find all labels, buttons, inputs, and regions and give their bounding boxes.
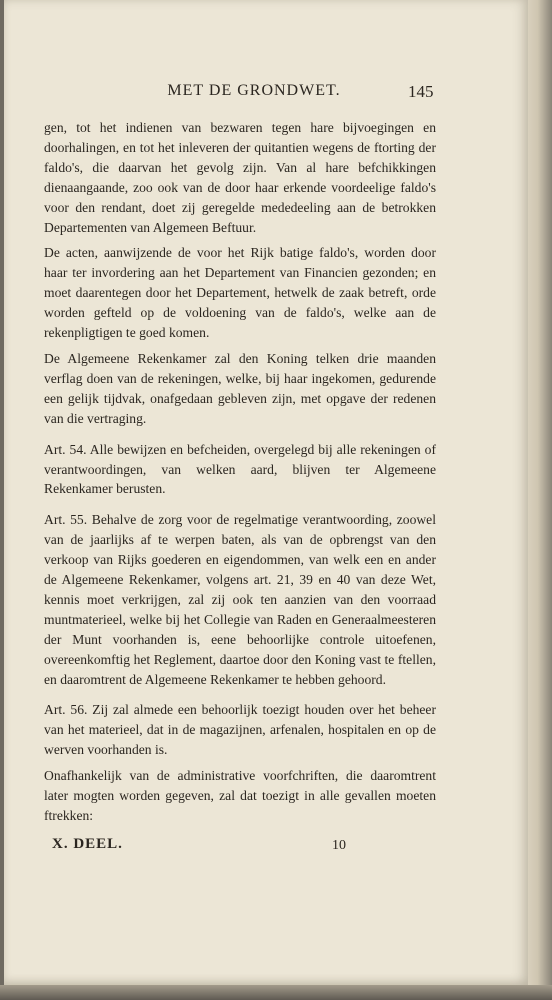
- article-56: Art. 56. Zij zal almede een behoorlijk toezigt houden over het beheer van het materieel, dat in de magazijnen, arfenalen, hospitalen en op de werven voorhanden is.: [44, 702, 436, 758]
- page-edge: [528, 0, 552, 1000]
- article-55: Art. 55. Behalve de zorg voor de regelmatige verantwoording, zoowel van de jaarlijks af te werpen baten, als van de opbrengst van den verkoop van Rijks goederen en eigendommen, van welk een en ander de Algemeene Rekenkamer, volgens art. 21, 39 en 40 van deze Wet, kennis moet verkrijgen, zal zij ook ten aanzien van den voorraad muntmaterieel, welke bij het Collegie van Raden en Generaalmeesteren der Munt voorhanden is, eene behoorlijke controle uitoefenen, overeenkomftig het Reglement, daartoe door den Koning vast te ftellen, en daaromtrent de Algemeene Rekenkamer te hebben gehoord.: [44, 512, 436, 687]
- page-shadow: [0, 985, 552, 1000]
- paragraph: De acten, aanwijzende de voor het Rijk batige faldo's, worden door haar ter invordering aan het Departement van Financien gezonden; en moet daarentegen door het Departement, hetwelk de zaak betreft, orde worden gefteld op de voldoening van de faldo's, welke aan de rekenpligtigen te goed komen.: [44, 245, 436, 341]
- page-footer: [4, 836, 528, 858]
- book-page: [4, 0, 528, 985]
- page-body: [44, 118, 436, 826]
- page-header: [4, 82, 528, 106]
- page-number: 145: [408, 82, 434, 101]
- sheet-number: 10: [332, 838, 346, 853]
- article-54: Art. 54. Alle bewijzen en befcheiden, overgelegd bij alle rekeningen of verantwoordingen, van welken aard, blijven ter Algemeene Rekenkamer berusten.: [44, 441, 436, 497]
- running-title: MET DE GRONDWET.: [167, 82, 341, 99]
- paragraph: Onafhankelijk van de administrative voorfchriften, die daaromtrent later mogten worden gegeven, zal dat toezigt in alle gevallen moeten ftrekken:: [44, 768, 436, 823]
- paragraph: De Algemeene Rekenkamer zal den Koning telken drie maanden verflag doen van de rekeningen, welke, bij haar ingekomen, gedurende een gelijk tijdvak, onafgedaan gebleven zijn, met opgave der redenen van die vertraging.: [44, 350, 436, 426]
- signature-mark: X. DEEL.: [52, 836, 123, 852]
- paragraph: gen, tot het indienen van bezwaren tegen hare bijvoegingen en doorhalingen, en tot het inleveren der quitantien wegens de ftorting der faldo's, die daarvan het gevolg zijn. Van al hare befchikkingen dienaangaande, zoo ook van de door haar erkende voordeelige faldo's voor den rendant, doet zij geregelde mededeeling aan de betrokken Departementen van Algemeen Beftuur.: [44, 120, 436, 235]
